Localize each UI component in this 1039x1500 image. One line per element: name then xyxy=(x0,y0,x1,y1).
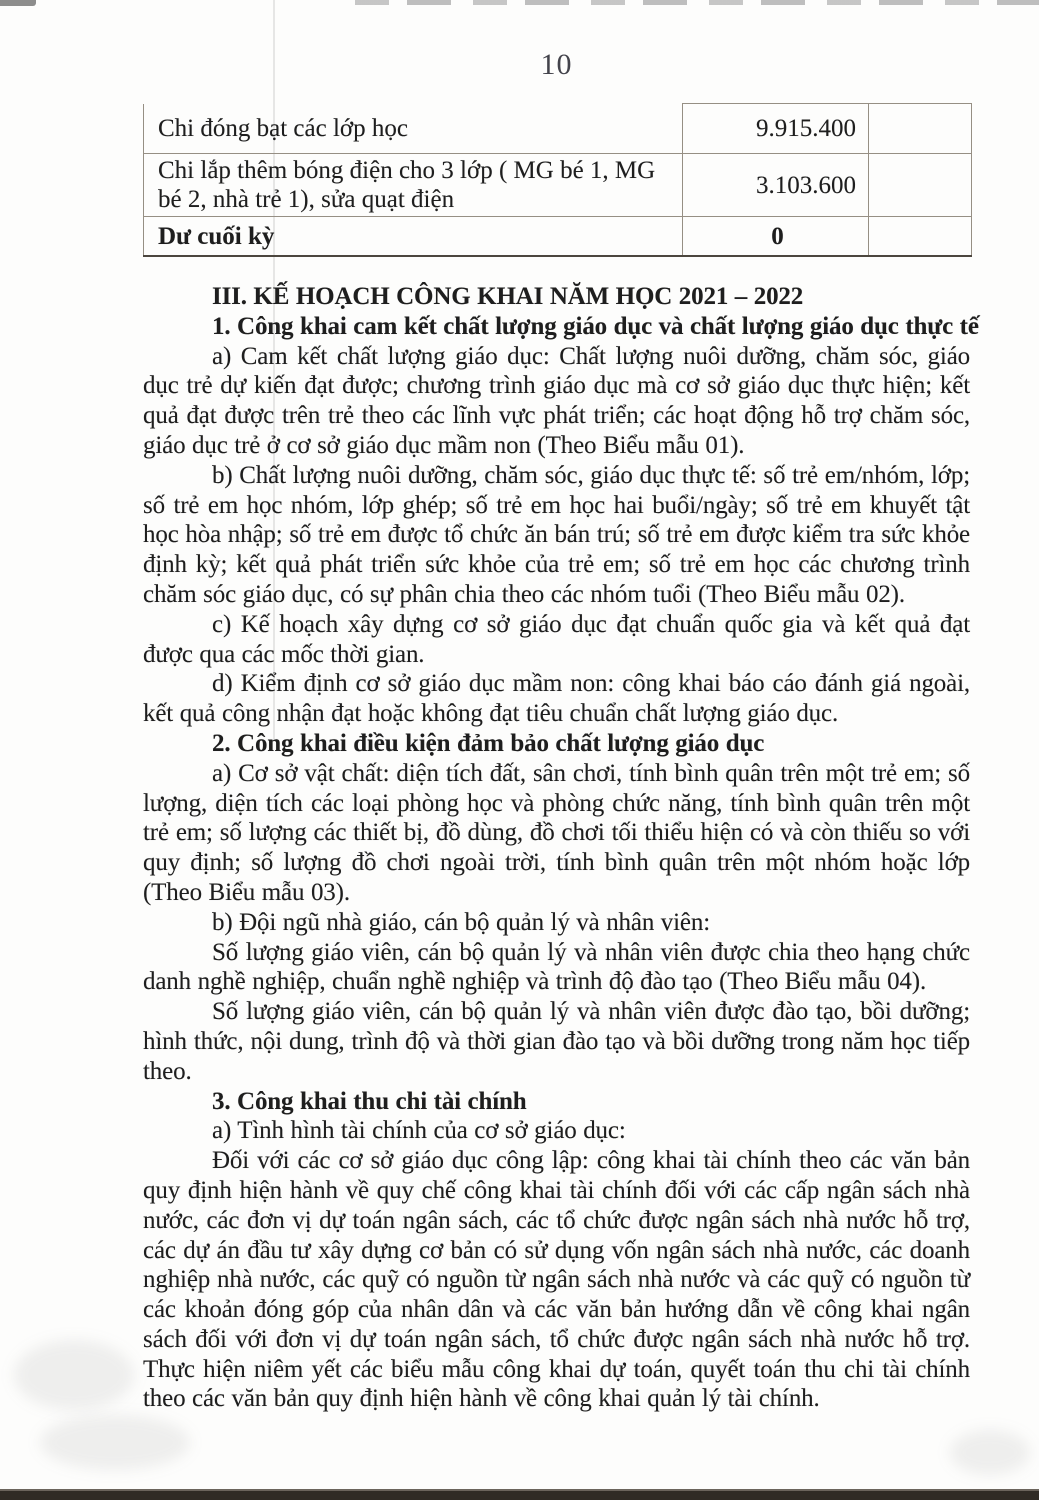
table-row xyxy=(144,104,972,154)
scan-artifact-top-left-corner xyxy=(0,0,36,6)
paragraph-3a: a) Tình hình tài chính của cơ sở giáo dục: xyxy=(212,1117,626,1145)
paragraph-1d: d) Kiểm định cơ sở giáo dục mầm non: công khai báo cáo đánh giá ngoài, kết quả công nhận đạt hoặc không đạt tiêu chuẩn chất lượng giáo dục. xyxy=(143,670,970,728)
scan-artifact-top-edge xyxy=(355,0,1039,5)
scan-smudge xyxy=(40,1415,190,1470)
expense-note-cell xyxy=(869,104,972,154)
document-body xyxy=(143,282,979,1414)
closing-balance-note-cell xyxy=(869,217,972,257)
paragraph-1a: a) Cam kết chất lượng giáo dục: Chất lượng nuôi dưỡng, chăm sóc, giáo dục trẻ dự kiến đạt được; chương trình giáo dục mà cơ sở giáo dục thực hiện; kết quả đạt được trên trẻ theo các lĩnh vực phát triển; các hoạt động hỗ trợ chăm sóc, giáo dục trẻ ở cơ sở giáo dục mầm non (Theo Biểu mẫu 01). xyxy=(143,342,970,459)
page-number: 10 xyxy=(540,48,573,81)
table-row-closing-balance xyxy=(144,217,972,257)
section-1-heading: 1. Công khai cam kết chất lượng giáo dục và chất lượng giáo dục thực tế xyxy=(212,312,979,340)
expense-amount-cell: 9.915.400 xyxy=(683,104,869,154)
expense-label-cell: Chi đóng bạt các lớp học xyxy=(144,104,683,154)
paragraph-2b-staff-count: Số lượng giáo viên, cán bộ quản lý và nhân viên được chia theo hạng chức danh nghề nghiệp, chuẩn nghề nghiệp và trình độ đào tạo (Theo Biểu mẫu 04). xyxy=(143,938,970,996)
paragraph-2b-staff-training: Số lượng giáo viên, cán bộ quản lý và nhân viên được đào tạo, bồi dưỡng; hình thức, nội dung, trình độ và thời gian đào tạo và bồi dưỡng trong năm học tiếp theo. xyxy=(143,998,970,1085)
expense-table xyxy=(143,103,972,257)
scan-smudge xyxy=(14,1340,134,1410)
section-2-heading: 2. Công khai điều kiện đảm bảo chất lượng giáo dục xyxy=(212,729,765,757)
expense-amount-cell: 3.103.600 xyxy=(683,154,869,217)
scan-artifact-bottom-band xyxy=(0,1489,1039,1500)
table-row xyxy=(144,154,972,217)
expense-note-cell xyxy=(869,154,972,217)
closing-balance-amount-cell: 0 xyxy=(683,217,869,257)
paragraph-1c: c) Kế hoạch xây dựng cơ sở giáo dục đạt chuẩn quốc gia và kết quả đạt được qua các mốc thời gian. xyxy=(143,610,970,668)
paragraph-2a: a) Cơ sở vật chất: diện tích đất, sân chơi, tính bình quân trên một trẻ em; số lượng, diện tích các loại phòng học và phòng chức năng, tính bình quân trên một trẻ em; số lượng các thiết bị, đồ dùng, đồ chơi tối thiểu hiện có và còn thiếu so với quy định; số lượng đồ chơi ngoài trời, tính bình quân trên một nhóm hoặc lớp (Theo Biểu mẫu 03). xyxy=(143,759,970,906)
paragraph-2b: b) Đội ngũ nhà giáo, cán bộ quản lý và nhân viên: xyxy=(212,908,711,936)
section-3-heading: 3. Công khai thu chi tài chính xyxy=(212,1087,527,1115)
scan-smudge xyxy=(950,1430,1030,1475)
paragraph-1b: b) Chất lượng nuôi dưỡng, chăm sóc, giáo dục thực tế: số trẻ em/nhóm, lớp; số trẻ em học nhóm, lớp ghép; số trẻ em học hai buổi/ngày; số trẻ em khuyết tật học hòa nhập; số trẻ em được tổ chức ăn bán trú; số trẻ em được kiểm tra sức khỏe định kỳ; kết quả phát triển sức khỏe của trẻ em; số trẻ em học các chương trình chăm sóc giáo dục, có sự phân chia theo các nhóm tuổi (Theo Biểu mẫu 02). xyxy=(143,461,970,608)
closing-balance-label-cell: Dư cuối kỳ xyxy=(144,217,683,257)
expense-label-cell: Chi lắp thêm bóng điện cho 3 lớp ( MG bé 1, MG bé 2, nhà trẻ 1), sửa quạt điện xyxy=(144,154,683,217)
paragraph-3a-detail: Đối với các cơ sở giáo dục công lập: công khai tài chính theo các văn bản quy định hiện hành về quy chế công khai tài chính đối với các cấp ngân sách nhà nước, các đơn vị dự toán ngân sách, các tổ chức được ngân sách nhà nước hỗ trợ, các dự án đầu tư xây dựng cơ bản có sử dụng vốn ngân sách nhà nước, các doanh nghiệp nhà nước, các quỹ có nguồn từ ngân sách nhà nước và các quỹ có nguồn từ các khoản đóng góp của nhân dân và các văn bản hướng dẫn về công khai ngân sách đối với đơn vị dự toán ngân sách, tổ chức được ngân sách nhà nước hỗ trợ. Thực hiện niêm yết các biểu mẫu công khai dự toán, quyết toán thu chi tài chính theo các văn bản quy định hiện hành về công khai quản lý tài chính. xyxy=(143,1147,970,1413)
section-iii-heading: III. KẾ HOẠCH CÔNG KHAI NĂM HỌC 2021 – 2022 xyxy=(212,283,804,310)
